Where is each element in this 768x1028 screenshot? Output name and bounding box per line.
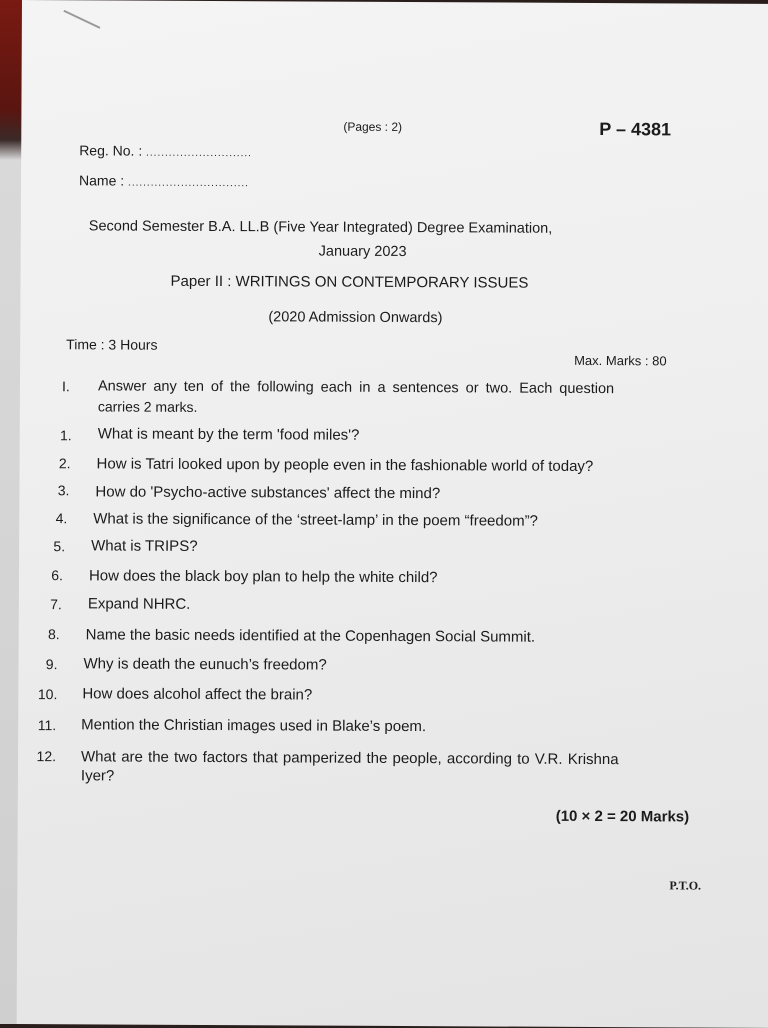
question-number: 11. — [37, 717, 57, 734]
exam-paper — [17, 0, 768, 1028]
page-turn-note: P.T.O. — [669, 878, 702, 893]
question-text: Expand NHRC. — [87, 595, 191, 613]
question-number: 12. — [36, 748, 57, 765]
section-total-marks: (10 × 2 = 20 Marks) — [555, 807, 690, 826]
question-text: What is TRIPS? — [91, 537, 198, 555]
question-number: 6. — [51, 567, 64, 584]
question-number: 3. — [57, 482, 70, 499]
admission-note: (2020 Admission Onwards) — [268, 309, 443, 327]
question-number: 4. — [55, 510, 68, 527]
paper-code: P – 4381 — [599, 119, 672, 140]
time-allowed: Time : 3 Hours — [66, 336, 158, 353]
question-text: How does the black boy plan to help the white child? — [88, 567, 438, 587]
question-text: What is the significance of the ‘street-lamp’ in the poem “freedom”? — [93, 510, 538, 530]
name-text: Name : — [79, 172, 125, 189]
reg-no-text: Reg. No. : — [79, 142, 143, 159]
question-text: Why is death the eunuch’s freedom? — [83, 655, 327, 674]
question-number: 5. — [53, 538, 66, 555]
section-instructions-line1: Answer any ten of the following each in a sentences or two. Each question — [97, 378, 615, 398]
question-number: 1. — [59, 427, 72, 444]
section-instructions-line2: carries 2 marks. — [97, 398, 198, 415]
question-text: How does alcohol affect the brain? — [82, 685, 313, 704]
question-text: How do 'Psycho-active substances' affect the mind? — [95, 483, 441, 503]
pen-mark — [63, 10, 100, 29]
reg-no-label — [79, 142, 252, 159]
name-blank: ................................ — [128, 177, 249, 190]
exam-title-line2: January 2023 — [318, 243, 407, 261]
question-number: 2. — [58, 455, 71, 472]
question-text: How is Tatri looked upon by people even in the fashionable world of today? — [96, 455, 594, 475]
question-number: 7. — [50, 596, 62, 613]
question-text: What are the two factors that pamperized the people, according to V.R. Krishna — [80, 748, 619, 769]
pages-count: (Pages : 2) — [343, 119, 403, 134]
question-text: Name the basic needs identified at the Copenhagen Social Summit. — [85, 626, 536, 646]
reg-no-blank: ............................ — [146, 147, 252, 160]
exam-title-line1: Second Semester B.A. LL.B (Five Year Integrated) Degree Examination, — [88, 218, 553, 237]
name-label — [79, 172, 249, 189]
question-number: 10. — [37, 686, 58, 703]
question-text: What is meant by the term 'food miles'? — [97, 425, 360, 444]
question-number: 9. — [45, 656, 58, 673]
paper-title: Paper II : WRITINGS ON CONTEMPORARY ISSUES — [170, 272, 529, 292]
question-number: 8. — [47, 626, 60, 643]
max-marks: Max. Marks : 80 — [574, 352, 667, 369]
section-number: I. — [61, 378, 70, 395]
question-text: Mention the Christian images used in Blake’s poem. — [81, 716, 427, 736]
question-text-continuation: Iyer? — [80, 767, 115, 785]
